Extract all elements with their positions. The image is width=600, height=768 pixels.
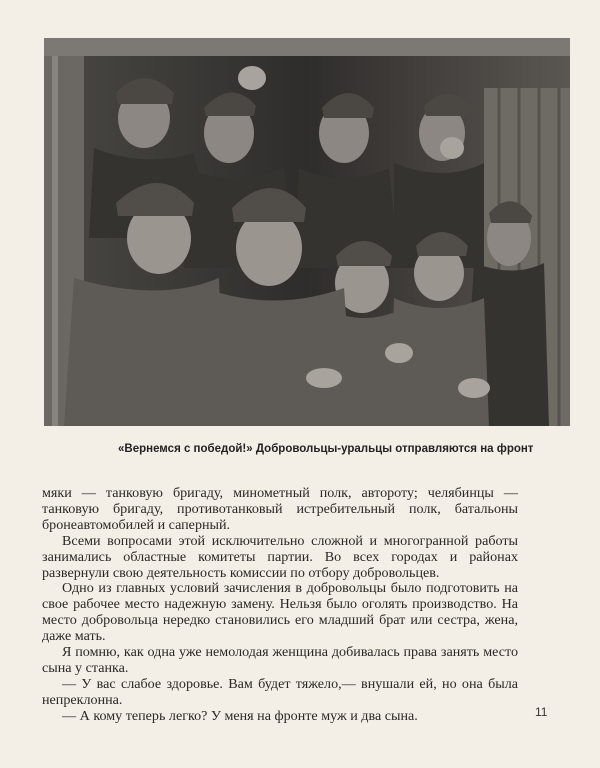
paragraph: Я помню, как одна уже немолодая женщина добивалась права занять место сына у станка. [42,644,518,676]
soldiers-photo [44,38,570,426]
paragraph: Всеми вопросами этой исключительно сложной и многогранной работы занимались областные комитеты партии. Во всех городах и районах развернули свою деятельность комиссии по отбору добровольцев. [42,532,518,581]
photo-caption: «Вернемся с победой!» Добровольцы-уральцы отправляются на фронт [118,443,534,455]
paragraph: мяки — танковую бригаду, минометный полк, автороту; челябинцы — танковую бригаду, противотанковый истребительный полк, батальоны бронеавтомобилей и саперный. [42,485,518,533]
paragraph: — У вас слабое здоровье. Вам будет тяжело,— внушали ей, но она была непреклонна. [42,675,518,708]
paragraph: — А кому теперь легко? У меня на фронте муж и два сына. [62,707,418,724]
paragraph: Одно из главных условий зачисления в добровольцы было подготовить на свое рабочее место надежную замену. Нельзя было оголять производство. На место добровольца нередко становились его младший брат или сестра, жена, даже мать. [42,580,518,645]
page-number: 11 [535,705,548,719]
photo-illustration [44,38,570,426]
body-text [42,486,518,725]
